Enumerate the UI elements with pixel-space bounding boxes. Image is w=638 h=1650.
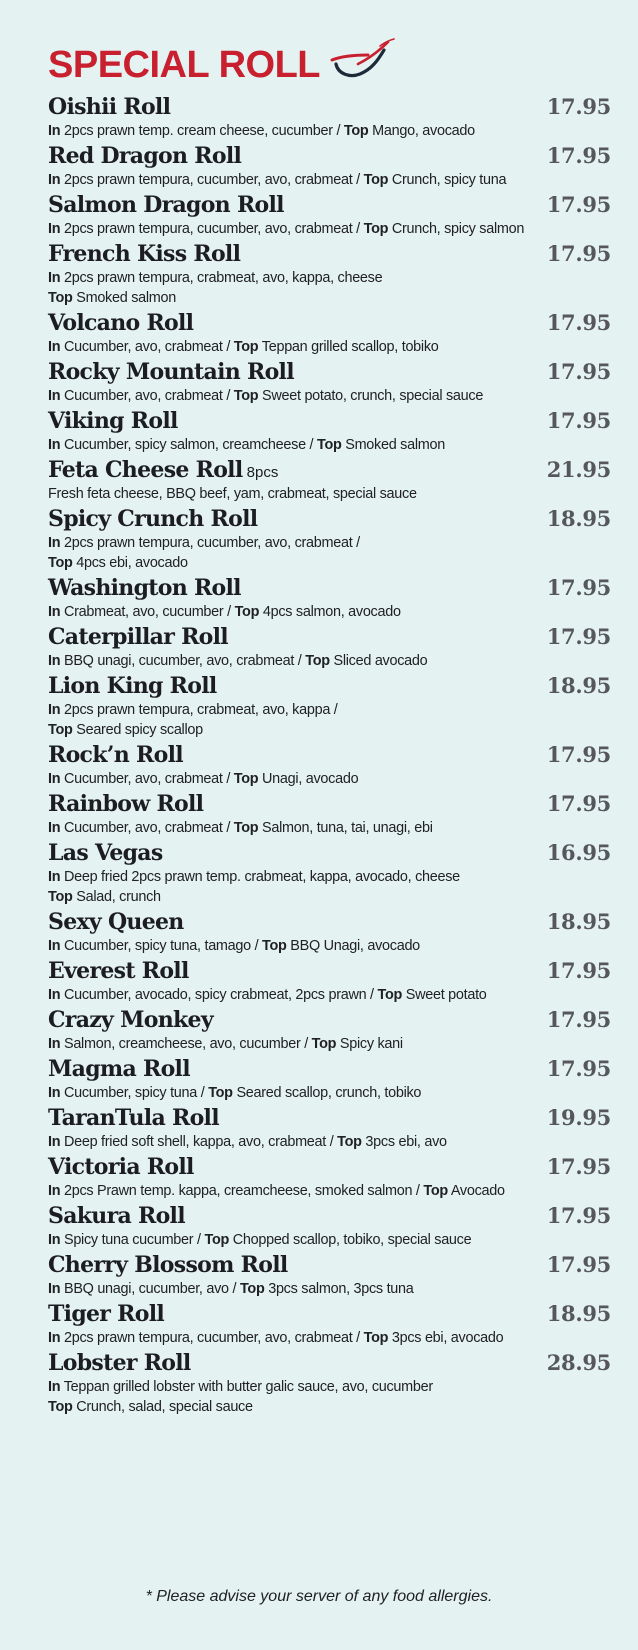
item-name-text: Spicy Crunch Roll (48, 506, 258, 532)
item-name-text: Salmon Dragon Roll (48, 192, 284, 218)
item-description (48, 533, 580, 553)
ingredient-text: Salmon, tuna, tai, unagi, ebi (258, 819, 433, 836)
ingredient-text: Spicy kani (336, 1035, 403, 1052)
item-price: 17.95 (546, 94, 611, 119)
item-price: 17.95 (546, 143, 611, 168)
menu-item-row (48, 1348, 611, 1377)
ingredient-text: Seared spicy scallop (72, 721, 203, 738)
ingredient-label: In (48, 770, 61, 787)
item-price: 17.95 (546, 1056, 611, 1081)
menu-item-row (48, 308, 611, 337)
ingredient-text: Sweet potato, crunch, special sauce (258, 387, 484, 404)
item-price: 17.95 (546, 1203, 611, 1228)
item-description (48, 386, 580, 406)
allergy-note: * Please advise your server of any food allergies. (145, 1588, 493, 1605)
ingredient-text: Chopped scallop, tobiko, special sauce (229, 1231, 472, 1248)
ingredient-label: In (48, 1035, 61, 1052)
item-name (48, 93, 170, 122)
ingredient-text: 4pcs salmon, avocado (259, 603, 401, 620)
ingredient-label: Top (233, 338, 259, 355)
item-name-text: Volcano Roll (48, 310, 194, 336)
ingredient-label: In (48, 701, 61, 718)
item-name (48, 574, 241, 603)
ingredient-label: In (48, 436, 61, 453)
ingredient-text: 2pcs prawn tempura, cucumber, avo, crabmeat / (60, 220, 364, 237)
item-description (48, 337, 580, 357)
ingredient-label: In (48, 1378, 61, 1395)
menu-item-row (48, 1054, 611, 1083)
item-price: 17.95 (546, 408, 611, 433)
ingredient-label: In (48, 1329, 61, 1346)
ingredient-text: Spicy tuna cucumber / (60, 1231, 205, 1248)
ingredient-text: Cucumber, avo, crabmeat / (60, 387, 234, 404)
item-name (48, 672, 217, 701)
item-name-text: TaranTula Roll (48, 1105, 219, 1131)
ingredient-label: Top (233, 819, 259, 836)
item-name-text: Red Dragon Roll (48, 143, 242, 169)
menu-item-row (48, 504, 611, 533)
ingredient-label: Top (48, 554, 73, 571)
ingredient-text: Teppan grilled scallop, tobiko (258, 338, 439, 355)
item-name (48, 407, 178, 436)
menu-item (48, 1299, 611, 1348)
ingredient-text: Mango, avocado (368, 122, 475, 139)
ingredient-label: In (48, 603, 61, 620)
item-description (48, 769, 580, 789)
menu-item-row (48, 573, 611, 602)
menu-list (48, 92, 611, 1417)
ingredient-label: In (48, 1133, 61, 1150)
ingredient-label: Top (363, 1329, 389, 1346)
item-price: 17.95 (546, 791, 611, 816)
item-name (48, 309, 193, 338)
item-name-text: Tiger Roll (48, 1301, 165, 1327)
ingredient-text: Smoked salmon (341, 436, 445, 453)
ingredient-label: In (48, 1084, 61, 1101)
ingredient-text: BBQ unagi, cucumber, avo, crabmeat / (60, 652, 306, 669)
item-description (48, 121, 580, 141)
ingredient-text: Sliced avocado (329, 652, 428, 669)
item-name (48, 790, 203, 819)
ingredient-label: In (48, 937, 61, 954)
ingredient-text: Crabmeat, avo, cucumber / (60, 603, 235, 620)
ingredient-text: 2pcs prawn tempura, crabmeat, avo, kappa, cheese (60, 269, 383, 286)
ingredient-label: Top (233, 387, 259, 404)
menu-item (48, 1054, 611, 1103)
ingredient-text: 3pcs ebi, avo (361, 1133, 447, 1150)
ingredient-text: 4pcs ebi, avocado (72, 554, 188, 571)
item-description (48, 1279, 580, 1299)
item-price: 17.95 (546, 241, 611, 266)
menu-item (48, 455, 611, 504)
item-description (48, 936, 580, 956)
ingredient-text: Salmon, creamcheese, avo, cucumber / (60, 1035, 312, 1052)
item-description (48, 1083, 580, 1103)
item-description (48, 1181, 580, 1201)
item-price: 17.95 (546, 575, 611, 600)
item-description (48, 435, 580, 455)
item-description (48, 985, 580, 1005)
ingredient-text: Crunch, salad, special sauce (72, 1398, 253, 1415)
item-piece-count: 8pcs (242, 464, 279, 481)
item-description (48, 170, 580, 190)
menu-item-row (48, 956, 611, 985)
ingredient-text: Cucumber, avo, crabmeat / (60, 338, 234, 355)
item-price: 18.95 (546, 909, 611, 934)
item-name (48, 1055, 190, 1084)
menu-item-row (48, 1005, 611, 1034)
menu-item-row (48, 1299, 611, 1328)
item-name (48, 908, 184, 937)
menu-item (48, 838, 611, 907)
item-price: 18.95 (546, 1301, 611, 1326)
item-description (48, 268, 580, 288)
item-name-text: Sakura Roll (48, 1203, 185, 1229)
ingredient-label: Top (239, 1280, 265, 1297)
ingredient-text: Deep fried 2pcs prawn temp. crabmeat, kappa, avocado, cheese (60, 868, 460, 885)
item-name-text: Viking Roll (48, 408, 178, 434)
item-description (48, 1132, 580, 1152)
ingredient-label: Top (48, 289, 73, 306)
item-description (48, 720, 580, 740)
item-name (48, 1300, 164, 1329)
ingredient-label: In (48, 819, 61, 836)
ingredient-text: 2pcs prawn temp. cream cheese, cucumber / (60, 122, 344, 139)
item-description (48, 484, 580, 504)
menu-item (48, 1103, 611, 1152)
menu-item (48, 1348, 611, 1417)
item-name (48, 741, 183, 770)
ingredient-label: In (48, 868, 61, 885)
menu-item (48, 573, 611, 622)
ingredient-label: Top (48, 721, 73, 738)
item-description (48, 700, 580, 720)
ingredient-text: Cucumber, avocado, spicy crabmeat, 2pcs prawn / (60, 986, 378, 1003)
menu-item-row (48, 1201, 611, 1230)
item-name (48, 505, 257, 534)
item-price: 28.95 (546, 1350, 611, 1375)
ingredient-label: Top (337, 1133, 362, 1150)
item-price: 18.95 (546, 506, 611, 531)
chopsticks-logo-icon (328, 38, 398, 88)
item-name (48, 1104, 219, 1133)
menu-item-row (48, 141, 611, 170)
item-price: 21.95 (546, 457, 611, 482)
item-description (48, 602, 580, 622)
menu-item (48, 671, 611, 740)
item-price: 17.95 (546, 1007, 611, 1032)
ingredient-label: Top (363, 171, 389, 188)
menu-item-row (48, 907, 611, 936)
ingredient-label: In (48, 171, 61, 188)
menu-item-row (48, 1152, 611, 1181)
ingredient-label: In (48, 338, 61, 355)
ingredient-label: Top (311, 1035, 337, 1052)
ingredient-label: Top (234, 603, 260, 620)
item-name-text: Lobster Roll (48, 1350, 191, 1376)
ingredient-text: Avocado (447, 1182, 505, 1199)
item-name-text: Everest Roll (48, 958, 189, 984)
menu-item (48, 1201, 611, 1250)
ingredient-label: In (48, 1280, 61, 1297)
ingredient-label: Top (343, 122, 369, 139)
menu-item (48, 190, 611, 239)
ingredient-label: In (48, 122, 61, 139)
ingredient-label: Top (233, 770, 259, 787)
item-name-text: Cherry Blossom Roll (48, 1252, 288, 1278)
item-name-text: Sexy Queen (48, 909, 184, 935)
ingredient-label: Top (305, 652, 330, 669)
item-description (48, 1377, 580, 1397)
ingredient-text: 2pcs prawn tempura, crabmeat, avo, kappa / (60, 701, 338, 718)
menu-item (48, 239, 611, 308)
item-name-text: Lion King Roll (48, 673, 217, 699)
item-price: 16.95 (546, 840, 611, 865)
item-description (48, 887, 580, 907)
ingredient-label: Top (377, 986, 403, 1003)
item-name-text: Rainbow Roll (48, 791, 204, 817)
item-name-text: Victoria Roll (48, 1154, 194, 1180)
menu-item (48, 1005, 611, 1054)
ingredient-text: 2pcs prawn tempura, cucumber, avo, crabmeat / (60, 534, 360, 551)
menu-item (48, 92, 611, 141)
item-name (48, 1006, 213, 1035)
menu-item-row (48, 406, 611, 435)
ingredient-text: Cucumber, avo, crabmeat / (60, 819, 234, 836)
menu-item-row (48, 789, 611, 818)
ingredient-label: Top (208, 1084, 233, 1101)
menu-item (48, 406, 611, 455)
item-price: 17.95 (546, 310, 611, 335)
item-name-text: Rock’n Roll (48, 742, 183, 768)
menu-item-row (48, 740, 611, 769)
menu-item-row (48, 1103, 611, 1132)
ingredient-label: Top (48, 1398, 73, 1415)
ingredient-label: Top (48, 888, 73, 905)
ingredient-text: 2pcs Prawn temp. kappa, creamcheese, smoked salmon / (60, 1182, 424, 1199)
item-name (48, 839, 163, 868)
ingredient-text: Fresh feta cheese, BBQ beef, yam, crabmeat, special sauce (48, 485, 417, 502)
item-price: 17.95 (546, 192, 611, 217)
item-name (48, 456, 278, 487)
ingredient-label: In (48, 986, 61, 1003)
menu-item-row (48, 92, 611, 121)
ingredient-label: Top (204, 1231, 230, 1248)
item-name-text: Las Vegas (48, 840, 163, 866)
menu-item (48, 740, 611, 789)
menu-item-row (48, 239, 611, 268)
ingredient-label: In (48, 652, 61, 669)
item-price: 17.95 (546, 359, 611, 384)
item-name-text: Magma Roll (48, 1056, 190, 1082)
item-price: 17.95 (546, 1154, 611, 1179)
menu-item-row (48, 190, 611, 219)
ingredient-text: Cucumber, avo, crabmeat / (60, 770, 234, 787)
item-name (48, 623, 228, 652)
ingredient-text: Deep fried soft shell, kappa, avo, crabmeat / (60, 1133, 338, 1150)
item-price: 17.95 (546, 1252, 611, 1277)
ingredient-label: Top (262, 937, 287, 954)
item-description (48, 288, 580, 308)
menu-item-row (48, 1250, 611, 1279)
menu-item-row (48, 357, 611, 386)
ingredient-text: Unagi, avocado (258, 770, 359, 787)
item-description (48, 867, 580, 887)
ingredient-label: In (48, 1231, 61, 1248)
menu-item (48, 956, 611, 1005)
item-name (48, 1349, 191, 1378)
item-name (48, 358, 294, 387)
menu-item-row (48, 838, 611, 867)
ingredient-text: Cucumber, spicy tuna, tamago / (60, 937, 263, 954)
ingredient-text: Cucumber, spicy tuna / (60, 1084, 209, 1101)
item-name-text: Crazy Monkey (48, 1007, 213, 1033)
ingredient-label: In (48, 269, 61, 286)
menu-item (48, 308, 611, 357)
ingredient-text: Cucumber, spicy salmon, creamcheese / (60, 436, 317, 453)
ingredient-label: Top (316, 436, 342, 453)
section-title: SPECIAL ROLL (48, 44, 320, 86)
item-name (48, 142, 241, 171)
menu-item (48, 1250, 611, 1299)
item-description (48, 818, 580, 838)
item-name-text: Washington Roll (48, 575, 241, 601)
item-name-text: Feta Cheese Roll (48, 457, 243, 483)
ingredient-text: Crunch, spicy tuna (388, 171, 507, 188)
menu-item (48, 357, 611, 406)
ingredient-text: Sweet potato (402, 986, 487, 1003)
ingredient-text: Salad, crunch (72, 888, 161, 905)
menu-item (48, 622, 611, 671)
menu-item-row (48, 622, 611, 651)
ingredient-text: Teppan grilled lobster with butter galic sauce, avo, cucumber (60, 1378, 433, 1395)
ingredient-label: In (48, 1182, 61, 1199)
menu-header (48, 40, 398, 90)
item-description (48, 1230, 580, 1250)
item-name (48, 1153, 194, 1182)
ingredient-text: Seared scallop, crunch, tobiko (232, 1084, 422, 1101)
item-name (48, 240, 240, 269)
item-name (48, 191, 284, 220)
item-description (48, 651, 580, 671)
item-description (48, 219, 580, 239)
ingredient-text: 2pcs prawn tempura, cucumber, avo, crabmeat / (60, 171, 364, 188)
item-name-text: French Kiss Roll (48, 241, 241, 267)
item-name (48, 1202, 185, 1231)
ingredient-text: BBQ unagi, cucumber, avo / (60, 1280, 240, 1297)
ingredient-text: Crunch, spicy salmon (388, 220, 525, 237)
ingredient-text: 2pcs prawn tempura, cucumber, avo, crabmeat / (60, 1329, 364, 1346)
item-name-text: Rocky Mountain Roll (48, 359, 294, 385)
ingredient-text: Smoked salmon (72, 289, 176, 306)
menu-item (48, 141, 611, 190)
menu-item (48, 907, 611, 956)
item-name-text: Oishii Roll (48, 94, 171, 120)
item-price: 18.95 (546, 673, 611, 698)
menu-item (48, 504, 611, 573)
item-price: 17.95 (546, 958, 611, 983)
menu-item (48, 1152, 611, 1201)
item-description (48, 1328, 580, 1348)
ingredient-text: BBQ Unagi, avocado (286, 937, 420, 954)
item-price: 17.95 (546, 624, 611, 649)
menu-item-row (48, 671, 611, 700)
ingredient-label: Top (363, 220, 389, 237)
item-price: 17.95 (546, 742, 611, 767)
ingredient-label: In (48, 534, 61, 551)
ingredient-label: Top (423, 1182, 448, 1199)
item-name (48, 1251, 288, 1280)
ingredient-text: 3pcs salmon, 3pcs tuna (264, 1280, 414, 1297)
menu-item-row (48, 455, 611, 484)
ingredient-text: 3pcs ebi, avocado (388, 1329, 504, 1346)
item-price: 19.95 (546, 1105, 611, 1130)
ingredient-label: In (48, 387, 61, 404)
item-name-text: Caterpillar Roll (48, 624, 228, 650)
item-description (48, 553, 580, 573)
menu-item (48, 789, 611, 838)
item-description (48, 1034, 580, 1054)
item-description (48, 1397, 580, 1417)
ingredient-label: In (48, 220, 61, 237)
item-name (48, 957, 189, 986)
